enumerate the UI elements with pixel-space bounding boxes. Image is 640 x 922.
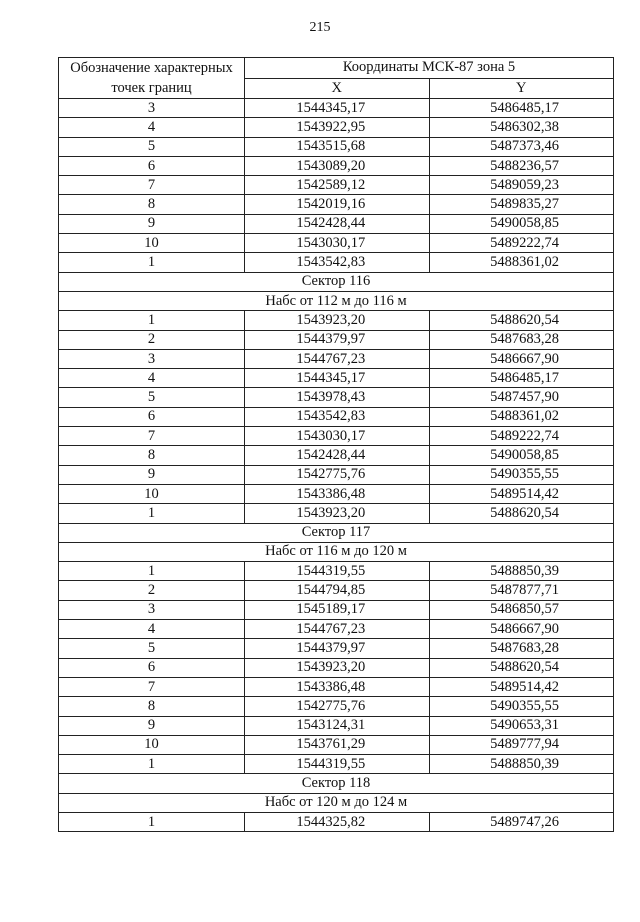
point-cell: 3 — [59, 99, 245, 118]
x-cell: 1544379,97 — [245, 330, 430, 349]
y-cell: 5487877,71 — [429, 581, 614, 600]
section-row — [59, 523, 614, 542]
point-cell: 3 — [59, 349, 245, 368]
point-cell: 6 — [59, 156, 245, 175]
table-row — [59, 214, 614, 233]
section-row — [59, 793, 614, 812]
point-cell: 1 — [59, 311, 245, 330]
section-label: Сектор 116 — [59, 272, 614, 291]
point-cell: 1 — [59, 504, 245, 523]
point-cell: 3 — [59, 600, 245, 619]
y-cell: 5490355,55 — [429, 465, 614, 484]
table-row — [59, 504, 614, 523]
table-row — [59, 465, 614, 484]
y-cell: 5486485,17 — [429, 369, 614, 388]
table-row — [59, 407, 614, 426]
x-cell: 1542775,76 — [245, 697, 430, 716]
section-label: Набс от 120 м до 124 м — [59, 793, 614, 812]
y-cell: 5489777,94 — [429, 735, 614, 754]
y-cell: 5488850,39 — [429, 562, 614, 581]
y-cell: 5490355,55 — [429, 697, 614, 716]
coords-column-header: Координаты МСК-87 зона 5 — [245, 58, 614, 79]
table-row — [59, 600, 614, 619]
x-cell: 1543386,48 — [245, 677, 430, 696]
section-label: Набс от 116 м до 120 м — [59, 542, 614, 561]
table-row — [59, 562, 614, 581]
x-cell: 1543923,20 — [245, 658, 430, 677]
x-cell: 1542775,76 — [245, 465, 430, 484]
point-cell: 1 — [59, 755, 245, 774]
point-column-header — [59, 58, 245, 99]
x-cell: 1543761,29 — [245, 735, 430, 754]
table-row — [59, 176, 614, 195]
x-cell: 1543978,43 — [245, 388, 430, 407]
x-cell: 1543030,17 — [245, 427, 430, 446]
x-cell: 1542428,44 — [245, 214, 430, 233]
x-cell: 1543386,48 — [245, 484, 430, 503]
x-cell: 1544767,23 — [245, 349, 430, 368]
section-label: Набс от 112 м до 116 м — [59, 291, 614, 310]
section-row — [59, 542, 614, 561]
x-cell: 1544319,55 — [245, 755, 430, 774]
table-row — [59, 620, 614, 639]
x-cell: 1542019,16 — [245, 195, 430, 214]
x-cell: 1544794,85 — [245, 581, 430, 600]
section-label: Сектор 118 — [59, 774, 614, 793]
table-row — [59, 234, 614, 253]
table-row — [59, 484, 614, 503]
section-row — [59, 291, 614, 310]
point-cell: 6 — [59, 658, 245, 677]
point-cell: 10 — [59, 735, 245, 754]
table-row — [59, 581, 614, 600]
table-header — [59, 58, 614, 99]
x-column-header: X — [245, 78, 430, 99]
y-cell: 5488620,54 — [429, 504, 614, 523]
y-cell: 5488850,39 — [429, 755, 614, 774]
x-cell: 1544319,55 — [245, 562, 430, 581]
table-row — [59, 253, 614, 272]
x-cell: 1543030,17 — [245, 234, 430, 253]
y-cell: 5486850,57 — [429, 600, 614, 619]
x-cell: 1545189,17 — [245, 600, 430, 619]
y-cell: 5490058,85 — [429, 446, 614, 465]
point-cell: 8 — [59, 195, 245, 214]
y-cell: 5490653,31 — [429, 716, 614, 735]
point-header-line-2: точек границ — [111, 80, 192, 96]
table-row — [59, 716, 614, 735]
y-cell: 5488620,54 — [429, 311, 614, 330]
y-cell: 5488620,54 — [429, 658, 614, 677]
x-cell: 1543542,83 — [245, 407, 430, 426]
point-cell: 1 — [59, 562, 245, 581]
table-row — [59, 99, 614, 118]
section-row — [59, 272, 614, 291]
header-row-1 — [59, 58, 614, 79]
coordinates-table — [58, 57, 614, 832]
y-cell: 5486667,90 — [429, 349, 614, 368]
table-row — [59, 369, 614, 388]
y-cell: 5488361,02 — [429, 407, 614, 426]
y-cell: 5487457,90 — [429, 388, 614, 407]
x-cell: 1544379,97 — [245, 639, 430, 658]
y-cell: 5489059,23 — [429, 176, 614, 195]
table-row — [59, 388, 614, 407]
table-row — [59, 137, 614, 156]
y-cell: 5489747,26 — [429, 812, 614, 831]
point-cell: 4 — [59, 369, 245, 388]
x-cell: 1544345,17 — [245, 99, 430, 118]
table-body — [59, 99, 614, 832]
point-cell: 5 — [59, 388, 245, 407]
point-cell: 10 — [59, 484, 245, 503]
x-cell: 1543515,68 — [245, 137, 430, 156]
y-cell: 5486667,90 — [429, 620, 614, 639]
y-column-header: Y — [429, 78, 614, 99]
y-cell: 5487373,46 — [429, 137, 614, 156]
point-cell: 4 — [59, 118, 245, 137]
y-cell: 5489835,27 — [429, 195, 614, 214]
x-cell: 1544345,17 — [245, 369, 430, 388]
point-cell: 9 — [59, 716, 245, 735]
point-cell: 7 — [59, 427, 245, 446]
table-row — [59, 195, 614, 214]
table-row — [59, 812, 614, 831]
section-label: Сектор 117 — [59, 523, 614, 542]
table-row — [59, 349, 614, 368]
table-row — [59, 311, 614, 330]
y-cell: 5489514,42 — [429, 484, 614, 503]
point-cell: 5 — [59, 137, 245, 156]
y-cell: 5487683,28 — [429, 639, 614, 658]
x-cell: 1543089,20 — [245, 156, 430, 175]
point-header-line-1: Обозначение характерных — [70, 60, 233, 76]
y-cell: 5487683,28 — [429, 330, 614, 349]
point-cell: 2 — [59, 330, 245, 349]
point-cell: 9 — [59, 465, 245, 484]
table-row — [59, 677, 614, 696]
point-cell: 5 — [59, 639, 245, 658]
table-row — [59, 639, 614, 658]
table-row — [59, 658, 614, 677]
y-cell: 5489514,42 — [429, 677, 614, 696]
x-cell: 1543922,95 — [245, 118, 430, 137]
point-cell: 10 — [59, 234, 245, 253]
x-cell: 1544325,82 — [245, 812, 430, 831]
y-cell: 5489222,74 — [429, 427, 614, 446]
x-cell: 1542589,12 — [245, 176, 430, 195]
point-cell: 1 — [59, 812, 245, 831]
x-cell: 1543923,20 — [245, 504, 430, 523]
table-row — [59, 427, 614, 446]
point-cell: 8 — [59, 446, 245, 465]
section-row — [59, 774, 614, 793]
table-row — [59, 118, 614, 137]
point-cell: 7 — [59, 176, 245, 195]
point-cell: 2 — [59, 581, 245, 600]
point-cell: 8 — [59, 697, 245, 716]
x-cell: 1544767,23 — [245, 620, 430, 639]
table-row — [59, 330, 614, 349]
point-cell: 1 — [59, 253, 245, 272]
point-cell: 9 — [59, 214, 245, 233]
y-cell: 5489222,74 — [429, 234, 614, 253]
table-row — [59, 156, 614, 175]
point-cell: 7 — [59, 677, 245, 696]
x-cell: 1543923,20 — [245, 311, 430, 330]
y-cell: 5488361,02 — [429, 253, 614, 272]
y-cell: 5486302,38 — [429, 118, 614, 137]
y-cell: 5486485,17 — [429, 99, 614, 118]
x-cell: 1543124,31 — [245, 716, 430, 735]
table-row — [59, 697, 614, 716]
page-number: 215 — [309, 20, 331, 35]
y-cell: 5488236,57 — [429, 156, 614, 175]
table-row — [59, 446, 614, 465]
point-cell: 6 — [59, 407, 245, 426]
point-cell: 4 — [59, 620, 245, 639]
table-row — [59, 735, 614, 754]
x-cell: 1543542,83 — [245, 253, 430, 272]
x-cell: 1542428,44 — [245, 446, 430, 465]
table-row — [59, 755, 614, 774]
y-cell: 5490058,85 — [429, 214, 614, 233]
